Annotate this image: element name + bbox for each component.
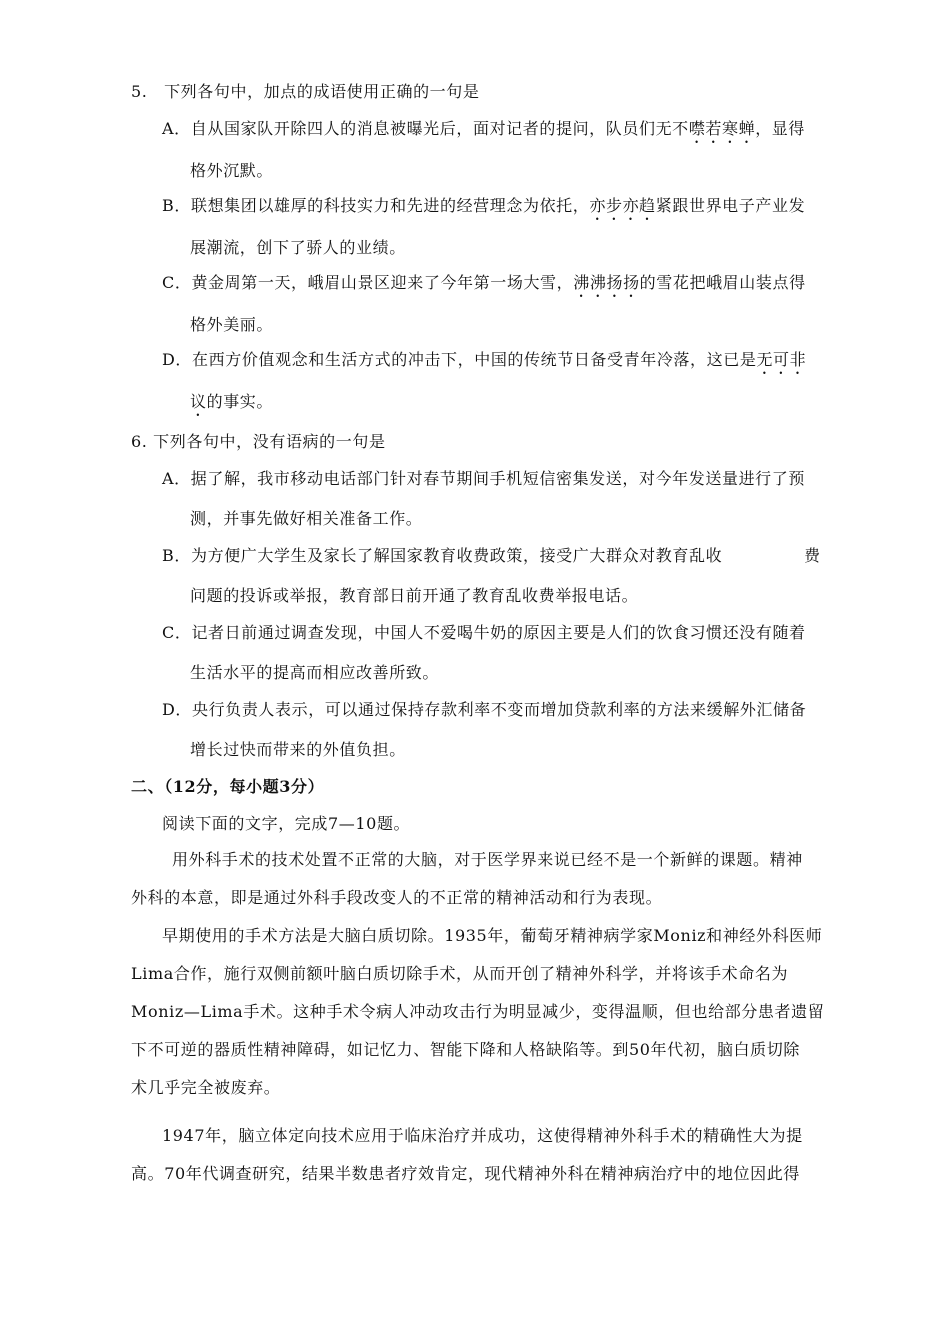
- option-label: B．: [162, 546, 191, 565]
- passage-p1-line1: 用外科手术的技术处置不正常的大脑，对于医学界来说已经不是一个新鲜的课题。精神: [172, 850, 803, 869]
- section-heading: 二、（12分，每小题3分）: [131, 777, 325, 796]
- option-label: C．: [162, 273, 192, 292]
- passage-p2-line4: 下不可逆的器质性精神障碍，如记忆力、智能下降和人格缺陷等。到50年代初，脑白质切除: [131, 1040, 800, 1059]
- q5-option-a: [162, 118, 805, 147]
- option-label: C．: [162, 623, 192, 642]
- option-text: 自从国家队开除四人的消息被曝光后，面对记者的提问，队员们无不: [190, 119, 689, 138]
- q6-option-c: [162, 622, 806, 644]
- option-text: ，显得: [755, 119, 805, 138]
- q5-option-a-continued: 格外沉默。: [190, 161, 274, 180]
- dotted-idiom: 沸沸扬扬: [573, 273, 640, 292]
- q6-option-a: [162, 468, 805, 490]
- q5-option-c-continued: 格外美丽。: [190, 315, 274, 334]
- option-text: 的雪花把峨眉山装点得: [639, 273, 806, 292]
- dotted-idiom: 议: [190, 392, 207, 411]
- option-label: D．: [162, 350, 193, 369]
- q6-option-c-continued: 生活水平的提高而相应改善所致。: [190, 663, 440, 682]
- q6-option-d-continued: 增长过快而带来的外值负担。: [190, 740, 406, 759]
- passage-p3-line2: 高。70年代调查研究，结果半数患者疗效肯定，现代精神外科在精神病治疗中的地位因此得: [131, 1164, 800, 1183]
- q6-option-b: [162, 545, 722, 567]
- option-text: 黄金周第一天，峨眉山景区迎来了今年第一场大雪，: [191, 273, 574, 292]
- passage-p1-line2: 外科的本意，即是通过外科手段改变人的不正常的精神活动和行为表现。: [131, 888, 663, 907]
- option-text: 紧跟世界电子产业发: [655, 196, 806, 215]
- passage-p2-line5: 术几乎完全被废弃。: [131, 1078, 281, 1097]
- q5-option-b-continued: 展潮流，创下了骄人的业绩。: [190, 238, 406, 257]
- dotted-idiom: 无可非: [756, 350, 807, 369]
- option-label: A．: [162, 469, 191, 488]
- dotted-idiom: 噤若寒蝉: [688, 119, 756, 138]
- q5-option-d: [162, 349, 806, 378]
- option-label: A．: [162, 119, 191, 138]
- option-text: 联想集团以雄厚的科技实力和先进的经营理念为依托，: [190, 196, 590, 215]
- q6-option-b-continued: 问题的投诉或举报，教育部日前开通了教育乱收费举报电话。: [190, 586, 639, 605]
- passage-p2-line3: Moniz—Lima手术。这种手术令病人冲动攻击行为明显减少，变得温顺，但也给部分患者遗留: [131, 1002, 825, 1021]
- reading-instruction: 阅读下面的文字，完成7—10题。: [162, 814, 411, 833]
- question-6-stem: 6. 下列各句中，没有语病的一句是: [131, 432, 386, 451]
- q6-option-a-continued: 测，并事先做好相关准备工作。: [190, 509, 423, 528]
- option-text: 记者日前通过调查发现，中国人不爱喝牛奶的原因主要是人们的饮食习惯还没有随着: [191, 623, 806, 642]
- passage-p2-line1: 早期使用的手术方法是大脑白质切除。1935年，葡萄牙精神病学家Moniz和神经外科医师: [162, 926, 823, 945]
- option-label: B．: [162, 196, 191, 215]
- option-text: 央行负责人表示，可以通过保持存款利率不变而增加贷款利率的方法来缓解外汇储备: [192, 700, 807, 719]
- dotted-idiom: 亦步亦趋: [589, 196, 656, 215]
- q5-option-c: [162, 272, 806, 301]
- q5-option-b: [162, 195, 805, 224]
- option-text: 的事实。: [206, 392, 274, 411]
- option-text: 据了解，我市移动电话部门针对春节期间手机短信密集发送，对今年发送量进行了预: [190, 469, 805, 488]
- q6-option-d: [162, 699, 806, 721]
- passage-p2-line2: Lima合作，施行双侧前额叶脑白质切除手术，从而开创了精神外科学，并将该手术命名为: [131, 964, 789, 983]
- question-5-stem: 5. 下列各句中，加点的成语使用正确的一句是: [131, 82, 480, 101]
- option-text: 为方便广大学生及家长了解国家教育收费政策，接受广大群众对教育乱收: [190, 546, 723, 565]
- q6-option-b-trailing-char: 费: [804, 546, 821, 565]
- option-label: D．: [162, 700, 193, 719]
- q5-option-d-continued: [190, 391, 273, 420]
- passage-p3-line1: 1947年，脑立体定向技术应用于临床治疗并成功，这使得精神外科手术的精确性大为提: [162, 1126, 803, 1145]
- option-text: 在西方价值观念和生活方式的冲击下，中国的传统节日备受青年冷落，这已是: [192, 350, 757, 369]
